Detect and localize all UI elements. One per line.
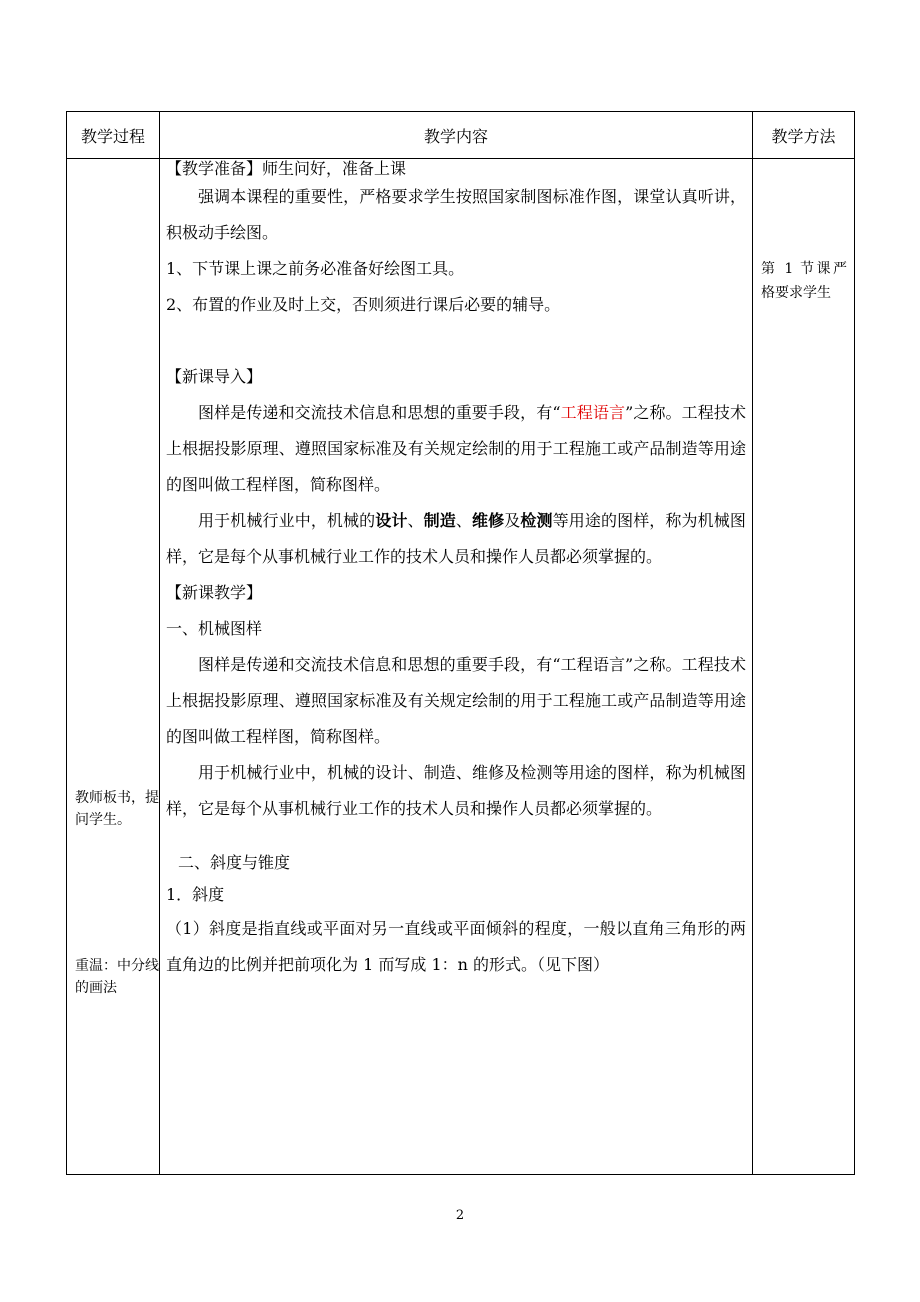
prep-text: 师生问好，准备上课 (262, 159, 407, 178)
bold-manufacture: 制造 (423, 511, 456, 530)
section-1-paragraph-1: 图样是传递和交流技术信息和思想的重要手段，有“工程语言”之称。工程技术上根据投影原理、遵照国家标准及有关规定绘制的用于工程施工或产品制造等用途的图叫做工程样图，简称图样。 (166, 655, 746, 746)
blank-line-2 (166, 827, 746, 847)
table-body-row (67, 159, 855, 1175)
section-2-subtitle: 1．斜度 (166, 885, 225, 904)
blank-line (166, 323, 746, 359)
content-body (160, 159, 752, 983)
header-method: 教学方法 (753, 112, 855, 159)
intro-text-a: 图样是传递和交流技术信息和思想的重要手段，有“ (198, 403, 561, 422)
section-2-paragraph-1: （1）斜度是指直线或平面对另一直线或平面倾斜的程度，一般以直角三角形的两直角边的比例并把前项化为 1 而写成 1：n 的形式。（见下图） (166, 919, 746, 974)
prep-item-2: 2、布置的作业及时上交，否则须进行课后必要的辅导。 (166, 295, 561, 314)
section-1-title: 一、机械图样 (166, 619, 263, 638)
process-cell (67, 159, 160, 1175)
table-header-row (67, 112, 855, 159)
intro2-text-a: 用于机械行业中，机械的 (198, 511, 376, 530)
intro2-text-c: 等用途的图样，称为机械图样，它是每个从事机械行业工作的技术人员和操作人员都必须掌握的。 (166, 511, 746, 566)
sep-3: 及 (504, 511, 521, 530)
intro-highlight: 工程语言 (560, 403, 626, 422)
method-note: 第 1 节课严格要求学生 (761, 261, 847, 301)
section-2-title: 二、斜度与锥度 (178, 853, 291, 872)
content-cell (160, 159, 753, 1175)
page-number: 2 (455, 1208, 465, 1223)
intro-title: 【新课导入】 (166, 367, 263, 386)
bold-design: 设计 (375, 511, 408, 530)
process-note-board: 教师板书，提问学生。 (75, 790, 159, 828)
lesson-table (66, 111, 855, 1175)
sep-2: 、 (455, 511, 473, 530)
bold-repair: 维修 (472, 511, 505, 530)
prep-paragraph: 强调本课程的重要性，严格要求学生按照国家制图标准作图，课堂认真听讲，积极动手绘图。 (166, 187, 746, 242)
sep-1: 、 (407, 511, 424, 530)
prep-item-1: 1、下节课上课之前务必准备好绘图工具。 (166, 259, 465, 278)
header-content: 教学内容 (160, 112, 753, 159)
intro-paragraph-1 (166, 395, 746, 503)
prep-title: 【教学准备】 (166, 159, 263, 178)
prep-line (166, 159, 746, 179)
method-cell (753, 159, 855, 1175)
intro-text-b: ”之称。工程技术上根据投影原理、遵照国家标准及有关规定绘制的用于工程施工或产品制造等用途的图叫做工程样图，简称图样。 (166, 403, 746, 494)
section-1-paragraph-2: 用于机械行业中，机械的设计、制造、维修及检测等用途的图样，称为机械图样，它是每个从事机械行业工作的技术人员和操作人员都必须掌握的。 (166, 763, 746, 818)
bold-inspect: 检测 (520, 511, 553, 530)
teach-title: 【新课教学】 (166, 583, 263, 602)
header-process: 教学过程 (67, 112, 160, 159)
process-note-review: 重温：中分线的画法 (75, 958, 159, 996)
intro-paragraph-2 (166, 503, 746, 575)
